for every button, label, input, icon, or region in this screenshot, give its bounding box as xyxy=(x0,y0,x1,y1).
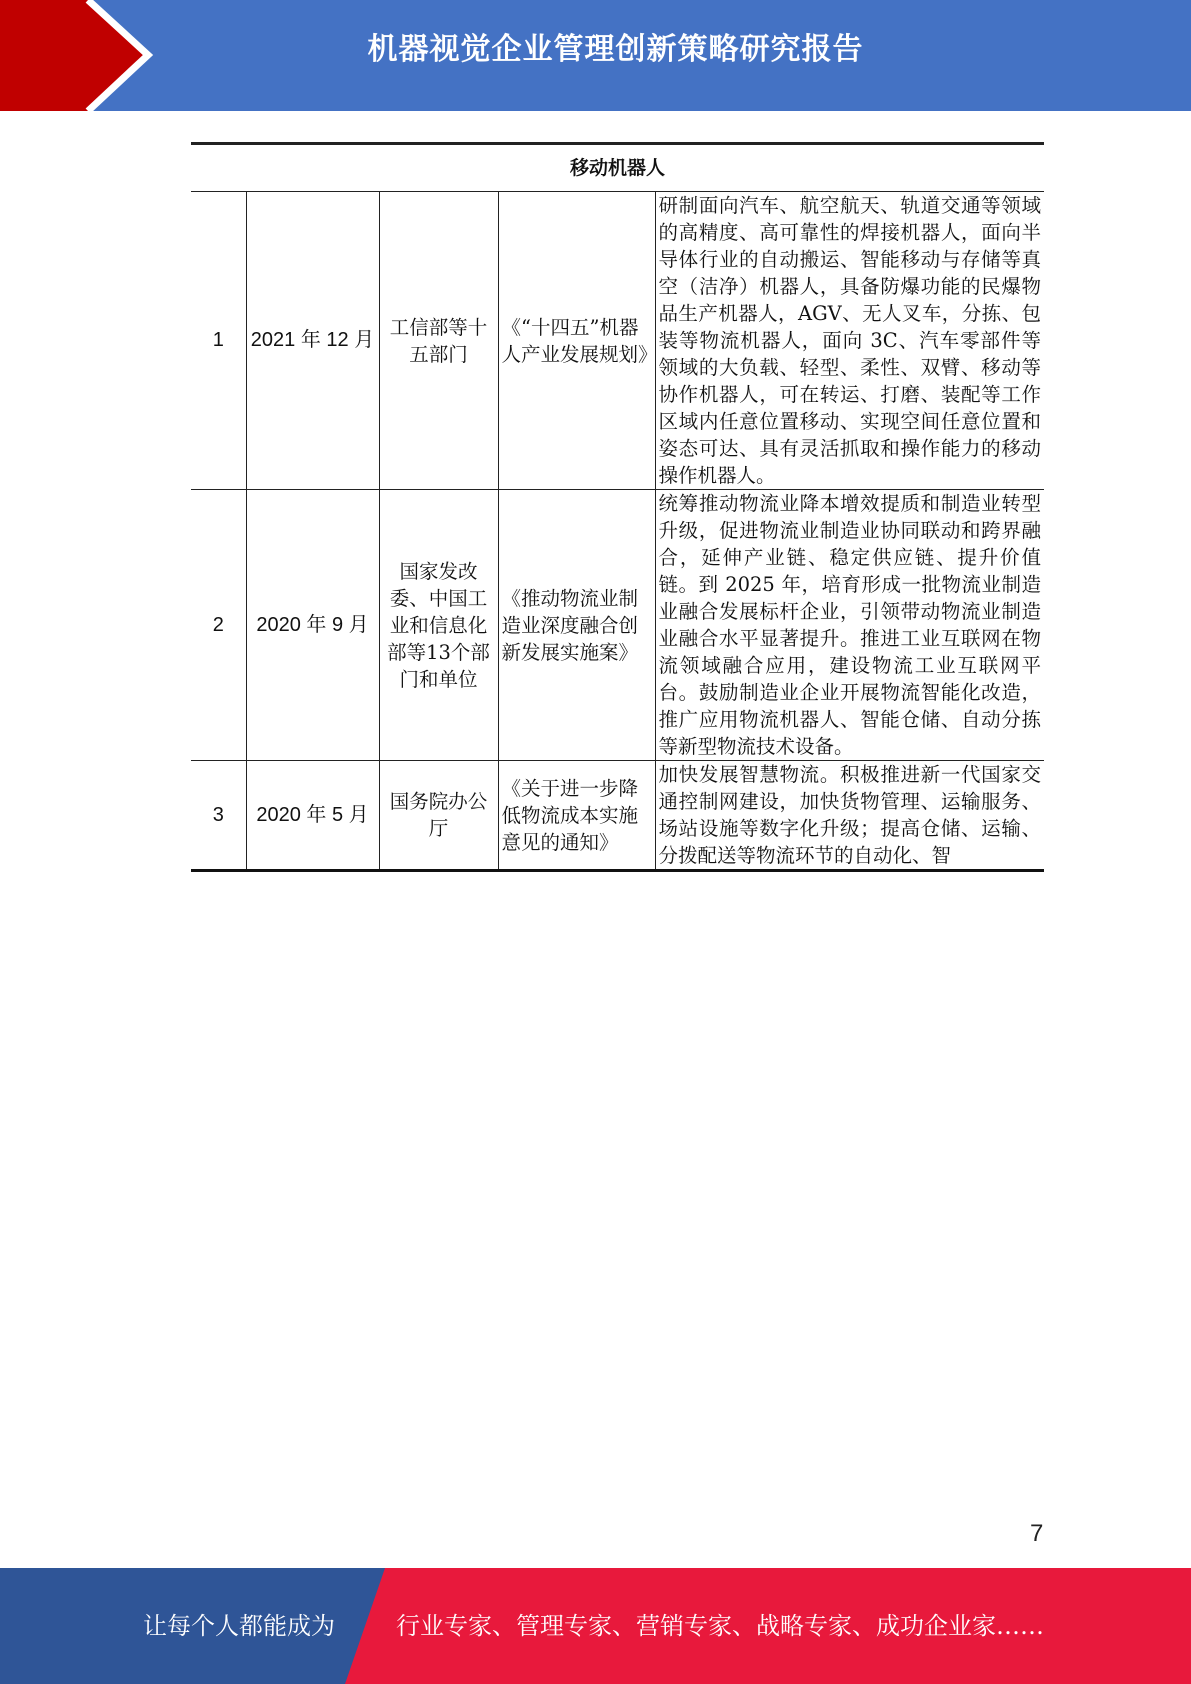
header-banner xyxy=(0,0,1191,111)
row-date: 2020 年 9 月 xyxy=(246,490,379,761)
row-department: 国家发改委、中国工业和信息化部等13个部门和单位 xyxy=(379,490,498,761)
policy-table xyxy=(191,142,1044,872)
row-date: 2021 年 12 月 xyxy=(246,192,379,490)
row-index: 2 xyxy=(191,490,246,761)
row-document: 《推动物流业制造业深度融合创新发展实施案》 xyxy=(498,490,655,761)
row-department: 工信部等十五部门 xyxy=(379,192,498,490)
row-document: 《关于进一步降低物流成本实施意见的通知》 xyxy=(498,761,655,871)
footer-slogan-left: 让每个人都能成为 xyxy=(143,1612,335,1640)
row-date: 2020 年 5 月 xyxy=(246,761,379,871)
row-content: 研制面向汽车、航空航天、轨道交通等领域的高精度、高可靠性的焊接机器人，面向半导体行业的自动搬运、智能移动与存储等真空（洁净）机器人，具备防爆功能的民爆物品生产机器人，AGV、无人叉车，分拣、包装等物流机器人，面向 3C、汽车零部件等领域的大负载、轻型、柔性、双臂、移动等协作机器人，可在转运、打磨、装配等工作区域内任意位置移动、实现空间任意位置和姿态可达、具有灵活抓取和操作能力的移动操作机器人。 xyxy=(655,192,1044,490)
report-title: 机器视觉企业管理创新策略研究报告 xyxy=(367,32,864,67)
page-number: 7 xyxy=(1030,1520,1044,1547)
table-row xyxy=(191,192,1044,490)
section-title: 移动机器人 xyxy=(191,145,1044,192)
row-index: 3 xyxy=(191,761,246,871)
row-content: 加快发展智慧物流。积极推进新一代国家交通控制网建设，加快货物管理、运输服务、场站设施等数字化升级；提高仓储、运输、分拨配送等物流环节的自动化、智 xyxy=(655,761,1044,871)
table-section-row xyxy=(191,145,1044,192)
row-document: 《“十四五”机器人产业发展规划》 xyxy=(498,192,655,490)
row-content: 统筹推动物流业降本增效提质和制造业转型升级，促进物流业制造业协同联动和跨界融合，延伸产业链、稳定供应链、提升价值链。到 2025 年，培育形成一批物流业制造业融合发展标杆企业，引领带动物流业制造业融合水平显著提升。推进工业互联网在物流领域融合应用，建设物流工业互联网平台。鼓励制造业企业开展物流智能化改造，推广应用物流机器人、智能仓储、自动分拣等新型物流技术设备。 xyxy=(655,490,1044,761)
row-index: 1 xyxy=(191,192,246,490)
footer-banner xyxy=(0,1568,1191,1684)
table-row xyxy=(191,761,1044,871)
table-row xyxy=(191,490,1044,761)
footer-slogan-right: 行业专家、管理专家、营销专家、战略专家、成功企业家…… xyxy=(396,1612,1044,1640)
row-department: 国务院办公厅 xyxy=(379,761,498,871)
